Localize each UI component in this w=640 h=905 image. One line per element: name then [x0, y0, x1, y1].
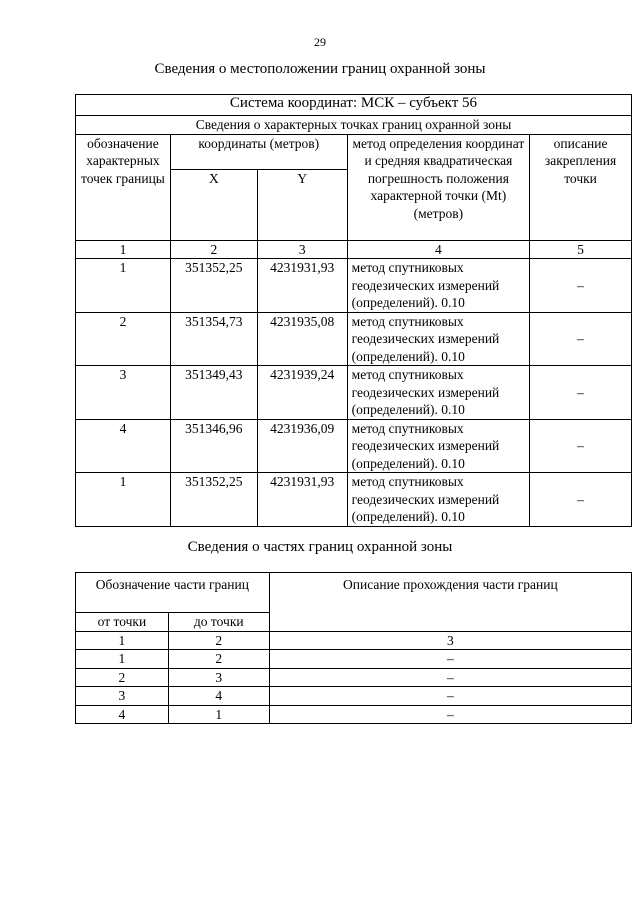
table-row: [76, 650, 632, 669]
points-table: [75, 94, 632, 527]
fixation-desc: –: [530, 259, 632, 313]
header-to: до точки: [168, 613, 269, 632]
method: метод спутниковых геодезических измерений (определений). 0.10: [347, 473, 529, 527]
fixation-desc: –: [530, 473, 632, 527]
header-x: X: [170, 169, 257, 240]
from-point: 4: [76, 705, 169, 724]
method: метод спутниковых геодезических измерений (определений). 0.10: [347, 366, 529, 420]
col-num: 1: [76, 240, 171, 259]
column-numbers-row: [76, 240, 632, 259]
col-num: 1: [76, 631, 169, 650]
point-id: 1: [76, 473, 171, 527]
part-desc: –: [269, 705, 631, 724]
fixation-desc: –: [530, 366, 632, 420]
point-id: 1: [76, 259, 171, 313]
table-row: [76, 366, 632, 420]
col-num: 4: [347, 240, 529, 259]
header-part: Обозначение части границ: [76, 573, 270, 613]
coord-y: 4231936,09: [257, 419, 347, 473]
header-method: метод определения координат и средняя квадратическая погрешность положения характерной точки (Mt) (метров): [347, 134, 529, 240]
from-point: 2: [76, 668, 169, 687]
col-num: 5: [530, 240, 632, 259]
table-row: [76, 259, 632, 313]
part-desc: –: [269, 687, 631, 706]
header-part-desc: Описание прохождения части границ: [269, 573, 631, 632]
column-numbers-row: [76, 631, 632, 650]
point-id: 2: [76, 312, 171, 366]
coord-x: 351352,25: [170, 259, 257, 313]
header-desc: описание закрепления точки: [530, 134, 632, 240]
parts-table: [75, 572, 632, 724]
header-from: от точки: [76, 613, 169, 632]
fixation-desc: –: [530, 312, 632, 366]
table-row: [76, 473, 632, 527]
coord-x: 351346,96: [170, 419, 257, 473]
coord-y: 4231931,93: [257, 259, 347, 313]
part-desc: –: [269, 650, 631, 669]
fixation-desc: –: [530, 419, 632, 473]
page-number: 29: [314, 35, 326, 49]
table-row: [76, 687, 632, 706]
coord-x: 351354,73: [170, 312, 257, 366]
table-row: [76, 419, 632, 473]
col-num: 3: [269, 631, 631, 650]
coord-y: 4231935,08: [257, 312, 347, 366]
section-title-parts: Сведения о частях границ охранной зоны: [187, 539, 453, 555]
col-num: 2: [168, 631, 269, 650]
to-point: 2: [168, 650, 269, 669]
coord-system-row: [76, 95, 632, 116]
to-point: 1: [168, 705, 269, 724]
coord-x: 351349,43: [170, 366, 257, 420]
to-point: 3: [168, 668, 269, 687]
to-point: 4: [168, 687, 269, 706]
method: метод спутниковых геодезических измерений (определений). 0.10: [347, 419, 529, 473]
col-num: 3: [257, 240, 347, 259]
from-point: 3: [76, 687, 169, 706]
method: метод спутниковых геодезических измерений (определений). 0.10: [347, 259, 529, 313]
table-row: [76, 668, 632, 687]
coord-system: Система координат: МСК – субъект 56: [76, 95, 632, 116]
header-y: Y: [257, 169, 347, 240]
table-row: [76, 705, 632, 724]
table-row: [76, 312, 632, 366]
point-id: 3: [76, 366, 171, 420]
coord-y: 4231931,93: [257, 473, 347, 527]
coord-y: 4231939,24: [257, 366, 347, 420]
points-subtitle: Сведения о характерных точках границ охранной зоны: [76, 116, 632, 135]
method: метод спутниковых геодезических измерений (определений). 0.10: [347, 312, 529, 366]
col-num: 2: [170, 240, 257, 259]
header-coords: координаты (метров): [170, 134, 347, 169]
section-title-boundaries: Сведения о местоположении границ охранной зоны: [154, 61, 486, 77]
point-id: 4: [76, 419, 171, 473]
part-desc: –: [269, 668, 631, 687]
coord-x: 351352,25: [170, 473, 257, 527]
from-point: 1: [76, 650, 169, 669]
header-point: обозначение характерных точек границы: [76, 134, 171, 240]
